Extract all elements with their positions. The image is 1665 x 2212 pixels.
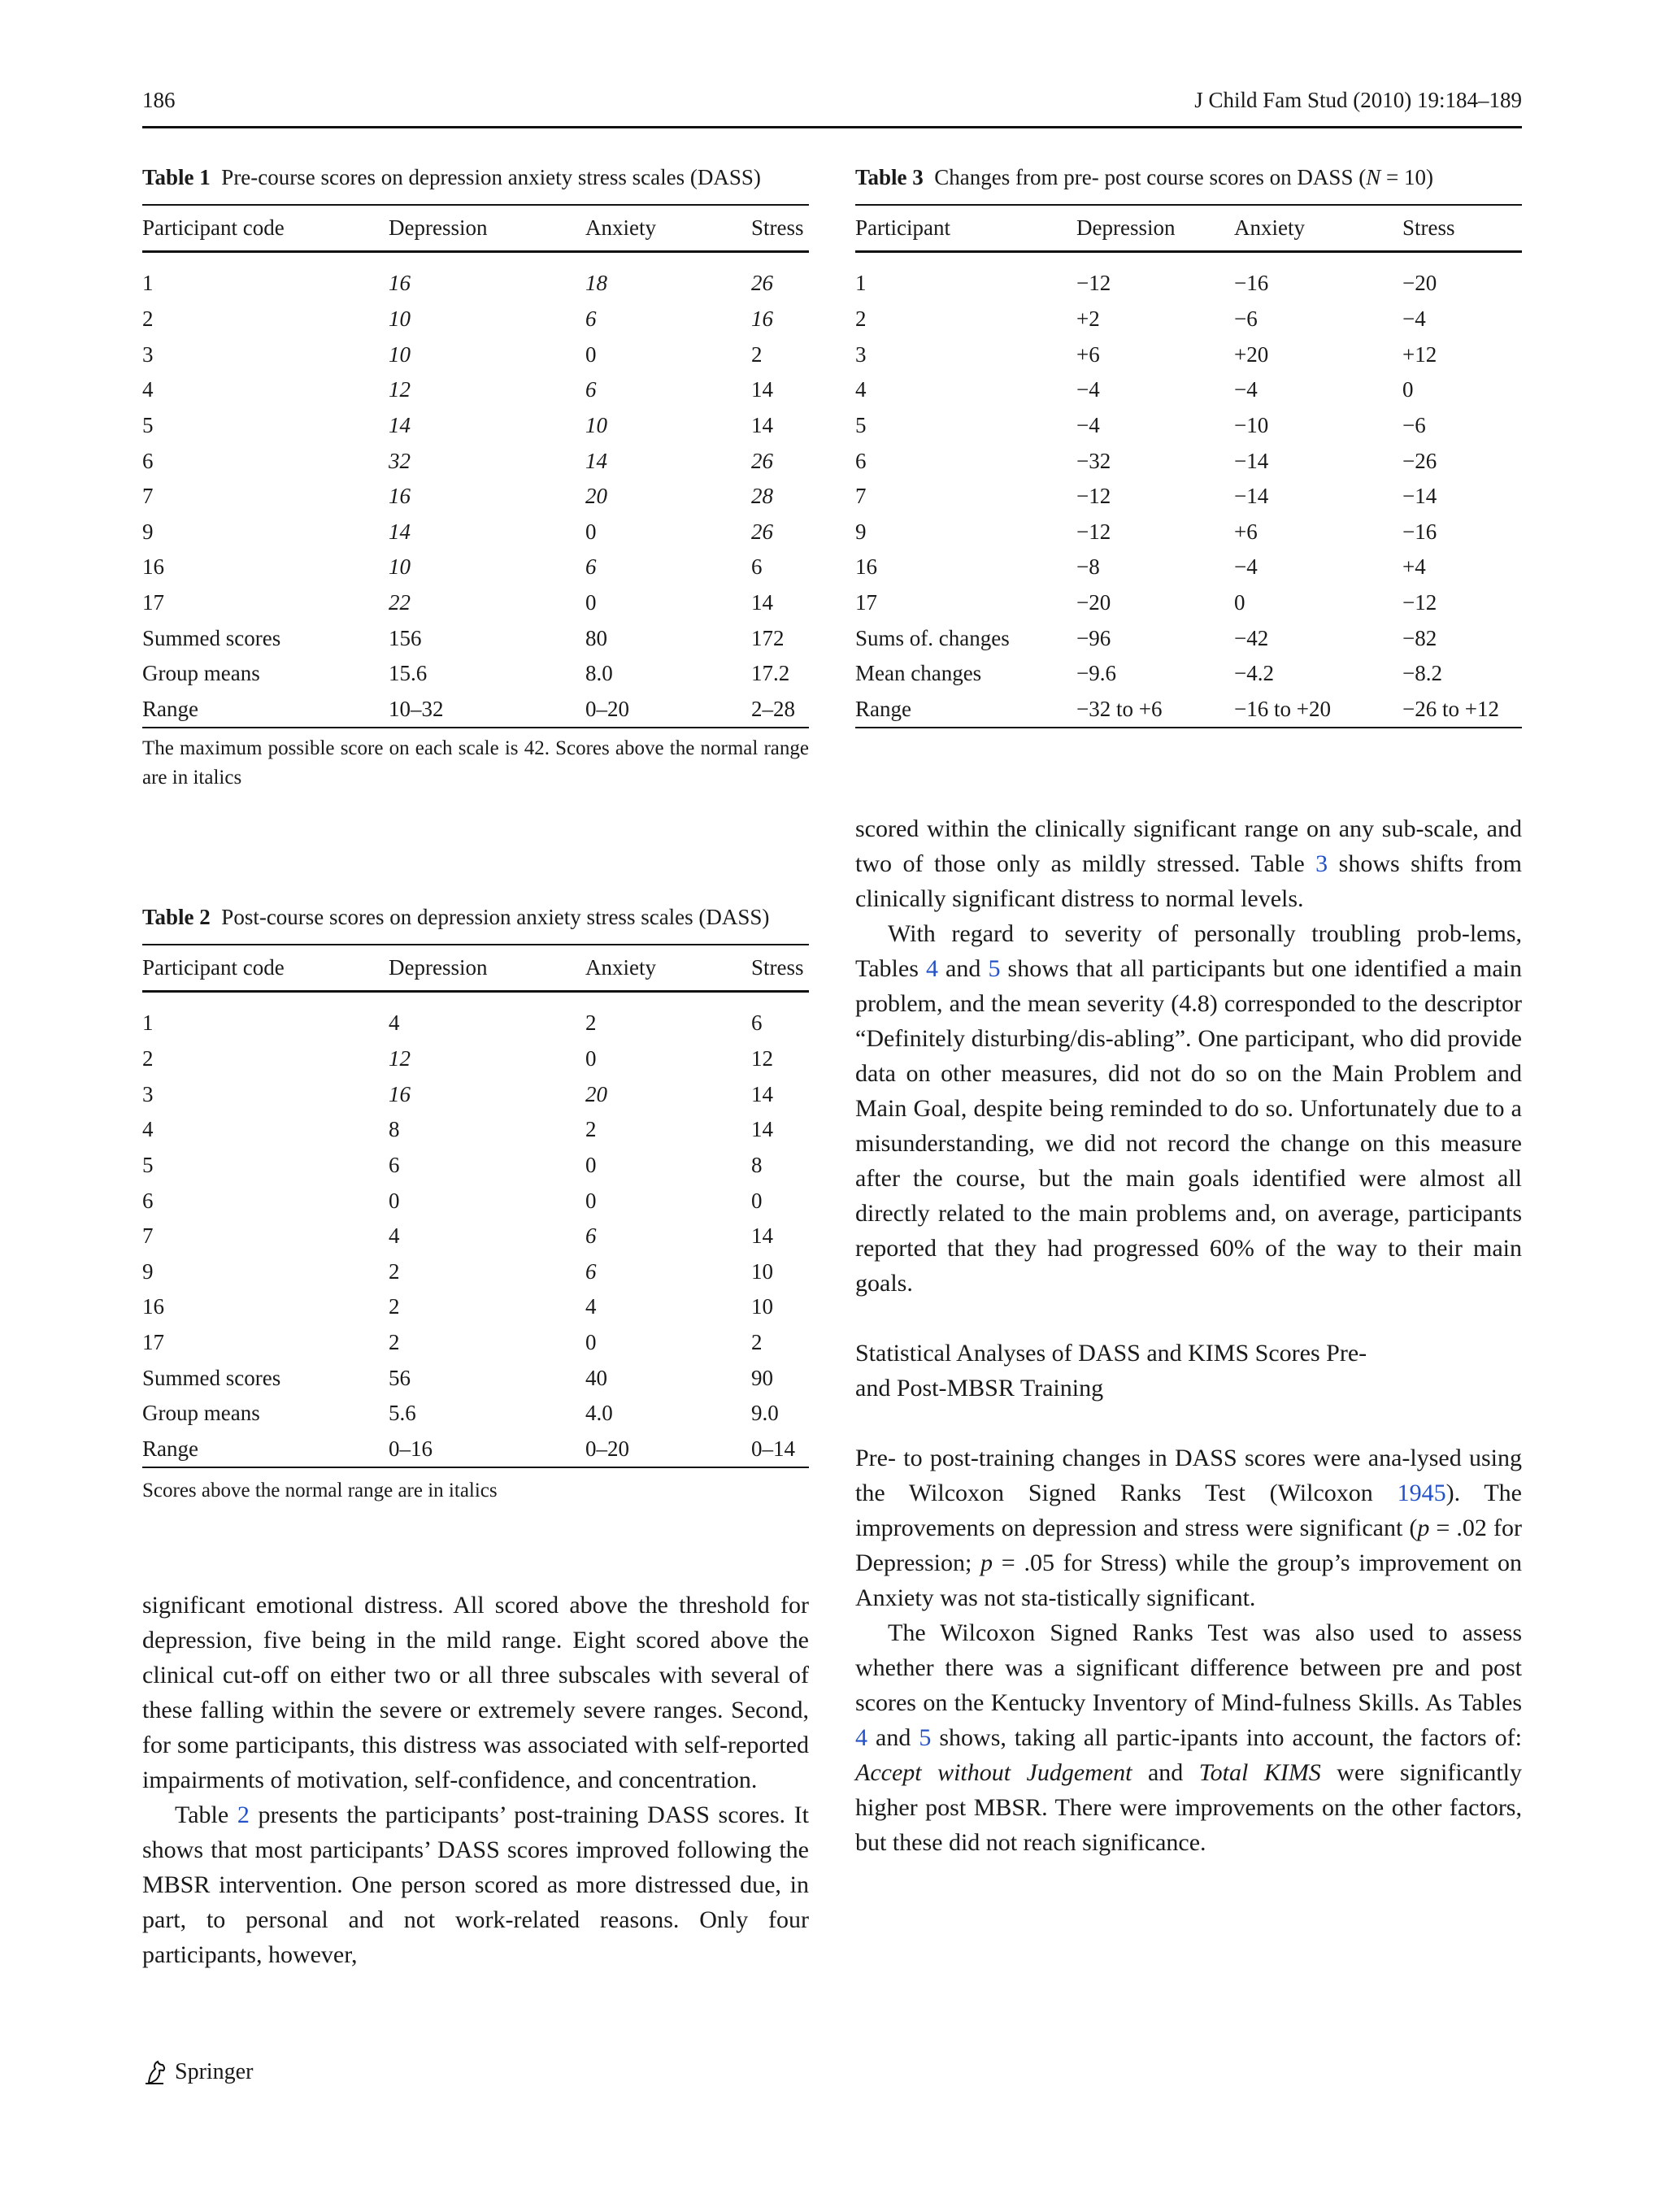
table-cell: 6 (855, 448, 867, 473)
table-cell: 3 (855, 341, 867, 367)
table-cell: 14 (389, 519, 411, 544)
table-cell: 0–14 (751, 1436, 795, 1461)
table-cell: Summed scores (142, 1365, 281, 1390)
table2-reference-link[interactable]: 2 (237, 1801, 250, 1828)
table-cell: 14 (751, 413, 773, 438)
table-cell: 0 (585, 1046, 597, 1071)
table-cell: 12 (751, 1046, 773, 1071)
table-row (142, 515, 809, 550)
table3 (855, 204, 1522, 728)
table-cell: 0–20 (585, 696, 629, 721)
table-cell: 16 (389, 484, 411, 509)
table-cell: 16 (389, 1081, 411, 1106)
table-row (855, 692, 1522, 728)
table-cell: 16 (855, 554, 877, 580)
publisher-footer (142, 2058, 253, 2086)
table-cell: 7 (855, 484, 867, 509)
table-cell: 6 (751, 554, 763, 580)
table-cell: 2 (751, 1330, 763, 1355)
table3-label: Table 3 (855, 165, 924, 189)
table-cell: +20 (1234, 341, 1269, 367)
table-cell: −20 (1076, 590, 1111, 615)
table-cell: +6 (1234, 519, 1258, 544)
table-cell: 9 (855, 519, 867, 544)
table-cell: 32 (389, 448, 411, 473)
table-cell: 12 (389, 1046, 411, 1071)
table-cell: −4 (1076, 377, 1100, 402)
table-row (142, 1219, 809, 1254)
table-cell: 5 (142, 1153, 154, 1178)
table-cell: +12 (1402, 341, 1437, 367)
wilcoxon-citation-link[interactable]: 1945 (1397, 1480, 1446, 1506)
table-row (142, 302, 809, 337)
table-cell: 5.6 (389, 1401, 416, 1426)
table-cell: 4.0 (585, 1401, 613, 1426)
right-body-text (855, 811, 1522, 1860)
table2-col-header: Stress (751, 955, 804, 980)
table-cell: −6 (1402, 413, 1426, 438)
table-cell: 10 (389, 306, 411, 332)
table-cell: −4 (1234, 377, 1258, 402)
table-cell: −4 (1076, 413, 1100, 438)
table-row (142, 479, 809, 515)
table-cell: Sums of. changes (855, 625, 1010, 650)
table-cell: 2 (389, 1294, 400, 1319)
table-cell: 0 (585, 1330, 597, 1355)
table2-label: Table 2 (142, 905, 211, 929)
table-row (855, 550, 1522, 585)
table1-body (142, 252, 809, 728)
table-cell: −20 (1402, 270, 1437, 295)
table-cell: −12 (1076, 519, 1111, 544)
table-cell: +2 (1076, 306, 1100, 332)
table-cell: −42 (1234, 625, 1269, 650)
table-cell: 1 (142, 1010, 154, 1035)
left-paragraph-1: significant emotional distress. All scored above the threshold for depression, five being in the mild range. Eight scored above the clinical cut-off on either two or all three subscales with several of these falling within the severe or extremely severe ranges. Second, for some participants, this distress was associated with self-reported impairments of motivation, self-confidence, and concentration. (142, 1592, 809, 1793)
table-cell: 14 (751, 1081, 773, 1106)
table-cell: 16 (142, 554, 164, 580)
table2 (142, 944, 809, 1468)
table-cell: −82 (1402, 625, 1437, 650)
table-cell: 2 (585, 1010, 597, 1035)
table3-col-header: Stress (1402, 215, 1455, 240)
table-row (142, 992, 809, 1042)
table-cell: −14 (1234, 448, 1269, 473)
table-row (142, 1360, 809, 1396)
table2-body (142, 992, 809, 1468)
table-cell: Group means (142, 1401, 260, 1426)
table-row (855, 337, 1522, 373)
table-cell: 14 (751, 1223, 773, 1249)
table2-caption-text: Post-course scores on depression anxiety stress scales (DASS) (221, 905, 770, 929)
table-cell: 4 (855, 377, 867, 402)
table-cell: 14 (751, 590, 773, 615)
table-cell: 2 (585, 1117, 597, 1142)
table-row (142, 408, 809, 444)
table-cell: 0 (585, 341, 597, 367)
table-row (142, 656, 809, 692)
table-cell: Range (142, 696, 198, 721)
table-cell: 1 (142, 270, 154, 295)
table-cell: 90 (751, 1365, 773, 1390)
table-cell: −12 (1076, 270, 1111, 295)
table-cell: 0 (1234, 590, 1245, 615)
table-cell: 17 (855, 590, 877, 615)
table3-reference-link[interactable]: 3 (1315, 850, 1328, 877)
table-cell: 14 (585, 448, 607, 473)
table1 (142, 204, 809, 728)
table-cell: −14 (1234, 484, 1269, 509)
table-row (855, 620, 1522, 656)
table-cell: −16 (1234, 270, 1269, 295)
table-cell: 0 (1402, 377, 1414, 402)
table-cell: 3 (142, 1081, 154, 1106)
table-row (142, 550, 809, 585)
table-row (142, 1148, 809, 1184)
publisher-name: Springer (175, 2059, 254, 2084)
table-cell: 0 (751, 1188, 763, 1213)
table3-col-header: Anxiety (1234, 215, 1305, 240)
table-cell: −4 (1402, 306, 1426, 332)
table3-header-row (855, 205, 1522, 252)
table-row (142, 337, 809, 373)
table-row (855, 515, 1522, 550)
table-row (855, 479, 1522, 515)
table-cell: −6 (1234, 306, 1258, 332)
table-cell: 20 (585, 484, 607, 509)
table1-block (142, 163, 809, 793)
table-cell: Summed scores (142, 625, 281, 650)
table-cell: +6 (1076, 341, 1100, 367)
table4-reference-link-2[interactable]: 4 (855, 1724, 867, 1751)
right-paragraph-4: The Wilcoxon Signed Ranks Test was also used to assess whether there was a significant difference between pre and post scores on the Kentucky Inventory of Mind-fulness Skills. As Tables 4 and 5 shows, taking all partic-ipants into account, the factors of: Accept without Judgement and Total KIMS were significantly higher post MBSR. There were improvements on the other factors, but these did not reach significance. (855, 1619, 1522, 1856)
table4-reference-link[interactable]: 4 (925, 955, 938, 982)
table-cell: −26 to +12 (1402, 696, 1499, 721)
table-cell: 7 (142, 484, 154, 509)
table-cell: 4 (389, 1223, 400, 1249)
table-row (142, 1432, 809, 1468)
right-paragraph-2: With regard to severity of personally troubling prob-lems, Tables 4 and 5 shows that all participants but one identified a main problem, and the mean severity (4.8) corresponded to the descriptor “Definitely disturbing/dis-abling”. One participant, who did provide data on other measures, did not do so on the Main Problem and Main Goal, despite being reminded to do so. Unfortunately due to a misunderstanding, we did not record the change on this measure after the course, but the main goals identified were almost all directly related to the main problems and, on average, participants reported that they had progressed 60% of the way to their main goals. (855, 920, 1522, 1297)
table-cell: 1 (855, 270, 867, 295)
table-cell: 10 (751, 1294, 773, 1319)
table-cell: −4.2 (1234, 661, 1274, 686)
table-row (142, 1183, 809, 1219)
table-cell: 4 (585, 1294, 597, 1319)
table1-label: Table 1 (142, 165, 211, 189)
springer-horse-icon (142, 2058, 170, 2086)
table-row (142, 252, 809, 302)
table3-col-header: Participant (855, 215, 950, 240)
table-row (142, 1077, 809, 1113)
table-cell: 6 (585, 377, 597, 402)
table2-block (142, 903, 809, 1506)
right-paragraph-3: Pre- to post-training changes in DASS scores were ana-lysed using the Wilcoxon Signed Ranks Test (Wilcoxon 1945). The improvements on depression and stress were significant (p = .02 for Depression; p = .05 for Stress) while the group’s improvement on Anxiety was not sta-tistically significant. (855, 1445, 1522, 1611)
table-row (142, 443, 809, 479)
table-cell: 16 (142, 1294, 164, 1319)
table-cell: 2 (751, 341, 763, 367)
table-cell: 8 (751, 1153, 763, 1178)
table-cell: Range (855, 696, 911, 721)
table-cell: 6 (585, 306, 597, 332)
table1-col-header: Depression (389, 215, 488, 240)
table-cell: 6 (585, 1223, 597, 1249)
table-cell: 16 (751, 306, 773, 332)
table-cell: Range (142, 1436, 198, 1461)
left-body-text (142, 1588, 809, 1972)
table-cell: 2 (142, 306, 154, 332)
table1-col-header: Anxiety (585, 215, 656, 240)
table-row (855, 585, 1522, 621)
table-cell: 6 (751, 1010, 763, 1035)
table-cell: −4 (1234, 554, 1258, 580)
table-cell: 5 (142, 413, 154, 438)
table-cell: 22 (389, 590, 411, 615)
table-cell: 4 (389, 1010, 400, 1035)
table-cell: 17 (142, 1330, 164, 1355)
table-cell: 10 (389, 341, 411, 367)
table2-col-header: Anxiety (585, 955, 656, 980)
table-row (142, 692, 809, 728)
table-cell: 20 (585, 1081, 607, 1106)
table-cell: −96 (1076, 625, 1111, 650)
table-cell: 9 (142, 519, 154, 544)
table-cell: 17 (142, 590, 164, 615)
table-cell: 0 (585, 590, 597, 615)
table-cell: 26 (751, 270, 773, 295)
left-paragraph-2: Table 2 presents the participants’ post-training DASS scores. It shows that most participants’ DASS scores improved following the MBSR intervention. One person scored as more distressed due, in part, to personal and not work-related reasons. Only four participants, however, (142, 1801, 809, 1968)
table-cell: 2 (389, 1330, 400, 1355)
header-rule (142, 126, 1522, 128)
table-cell: −32 to +6 (1076, 696, 1163, 721)
table-row (142, 1112, 809, 1148)
table-cell: 40 (585, 1365, 607, 1390)
table-cell: −16 (1402, 519, 1437, 544)
table1-note: The maximum possible score on each scale is 42. Scores above the normal range are in italics (142, 737, 809, 789)
table-row (855, 372, 1522, 408)
table-cell: −12 (1402, 590, 1437, 615)
table-row (855, 408, 1522, 444)
table-cell: 2 (142, 1046, 154, 1071)
table-cell: 6 (142, 1188, 154, 1213)
table-cell: 0 (585, 1188, 597, 1213)
table2-col-header: Depression (389, 955, 488, 980)
table-cell: 6 (585, 554, 597, 580)
table5-reference-link-2[interactable]: 5 (919, 1724, 932, 1751)
table-cell: Group means (142, 661, 260, 686)
table-cell: Mean changes (855, 661, 982, 686)
table-cell: −10 (1234, 413, 1269, 438)
table-cell: 10 (585, 413, 607, 438)
page-number: 186 (142, 88, 176, 112)
journal-citation: J Child Fam Stud (2010) 19:184–189 (1194, 88, 1522, 112)
table-cell: 2 (855, 306, 867, 332)
table-row (855, 443, 1522, 479)
table2-col-header: Participant code (142, 955, 285, 980)
table3-block (855, 163, 1522, 728)
table-cell: 28 (751, 484, 773, 509)
table-cell: +4 (1402, 554, 1426, 580)
table-row (142, 620, 809, 656)
table-row (142, 1041, 809, 1077)
table2-header-row (142, 945, 809, 992)
table-cell: 14 (389, 413, 411, 438)
table-cell: 10–32 (389, 696, 444, 721)
table-cell: 6 (142, 448, 154, 473)
table3-col-header: Depression (1076, 215, 1176, 240)
table-cell: 9 (142, 1258, 154, 1284)
table-row (142, 585, 809, 621)
table-cell: −32 (1076, 448, 1111, 473)
table-cell: −26 (1402, 448, 1437, 473)
table1-header-row (142, 205, 809, 252)
table-cell: 17.2 (751, 661, 790, 686)
table-cell: 8 (389, 1117, 400, 1142)
table-cell: 0 (389, 1188, 400, 1213)
table-cell: −8 (1076, 554, 1100, 580)
table-cell: 3 (142, 341, 154, 367)
table1-caption (142, 163, 809, 192)
table-cell: 26 (751, 519, 773, 544)
table-row (142, 1396, 809, 1432)
table3-body (855, 252, 1522, 728)
table3-caption: Table 3 Changes from pre- post course scores on DASS (N = 10) (855, 165, 1433, 189)
table-cell: 7 (142, 1223, 154, 1249)
table-cell: 10 (751, 1258, 773, 1284)
table-cell: 10 (389, 554, 411, 580)
table-cell: 8.0 (585, 661, 613, 686)
table-cell: 0–16 (389, 1436, 433, 1461)
table-cell: 0 (585, 1153, 597, 1178)
table-cell: 4 (142, 377, 154, 402)
table2-caption (142, 903, 809, 932)
table-cell: 56 (389, 1365, 411, 1390)
table-cell: 18 (585, 270, 607, 295)
table-row (142, 1325, 809, 1361)
table-row (142, 1289, 809, 1325)
table-cell: 9.0 (751, 1401, 779, 1426)
table5-reference-link[interactable]: 5 (988, 955, 1001, 982)
table-cell: 14 (751, 377, 773, 402)
table-cell: 80 (585, 625, 607, 650)
table2-note: Scores above the normal range are in italics (142, 1480, 498, 1502)
table-cell: −12 (1076, 484, 1111, 509)
table-cell: 5 (855, 413, 867, 438)
table-cell: 12 (389, 377, 411, 402)
table-cell: 0–20 (585, 1436, 629, 1461)
table-cell: 26 (751, 448, 773, 473)
table-cell: −8.2 (1402, 661, 1442, 686)
table-row (855, 302, 1522, 337)
table1-col-header: Stress (751, 215, 804, 240)
table-row (142, 1254, 809, 1290)
table-cell: 6 (585, 1258, 597, 1284)
table-cell: 156 (389, 625, 422, 650)
table-cell: 16 (389, 270, 411, 295)
table-cell: 14 (751, 1117, 773, 1142)
table-cell: 0 (585, 519, 597, 544)
table-row (855, 252, 1522, 302)
table1-caption-text: Pre-course scores on depression anxiety stress scales (DASS) (221, 165, 761, 189)
section-heading: Statistical Analyses of DASS and KIMS Scores Pre- and Post-MBSR Training (855, 1340, 1367, 1402)
table-cell: −9.6 (1076, 661, 1116, 686)
right-paragraph-1: scored within the clinically significant range on any sub-scale, and two of those only as mildly stressed. Table 3 shows shifts from clinically significant distress to normal levels. (855, 815, 1522, 912)
table-row (142, 372, 809, 408)
table-cell: −14 (1402, 484, 1437, 509)
table-cell: 2–28 (751, 696, 795, 721)
table-cell: 2 (389, 1258, 400, 1284)
table-cell: 15.6 (389, 661, 428, 686)
table-cell: 172 (751, 625, 785, 650)
table-cell: −16 to +20 (1234, 696, 1331, 721)
table-cell: 4 (142, 1117, 154, 1142)
table-row (855, 656, 1522, 692)
table-cell: 6 (389, 1153, 400, 1178)
table1-col-header: Participant code (142, 215, 285, 240)
